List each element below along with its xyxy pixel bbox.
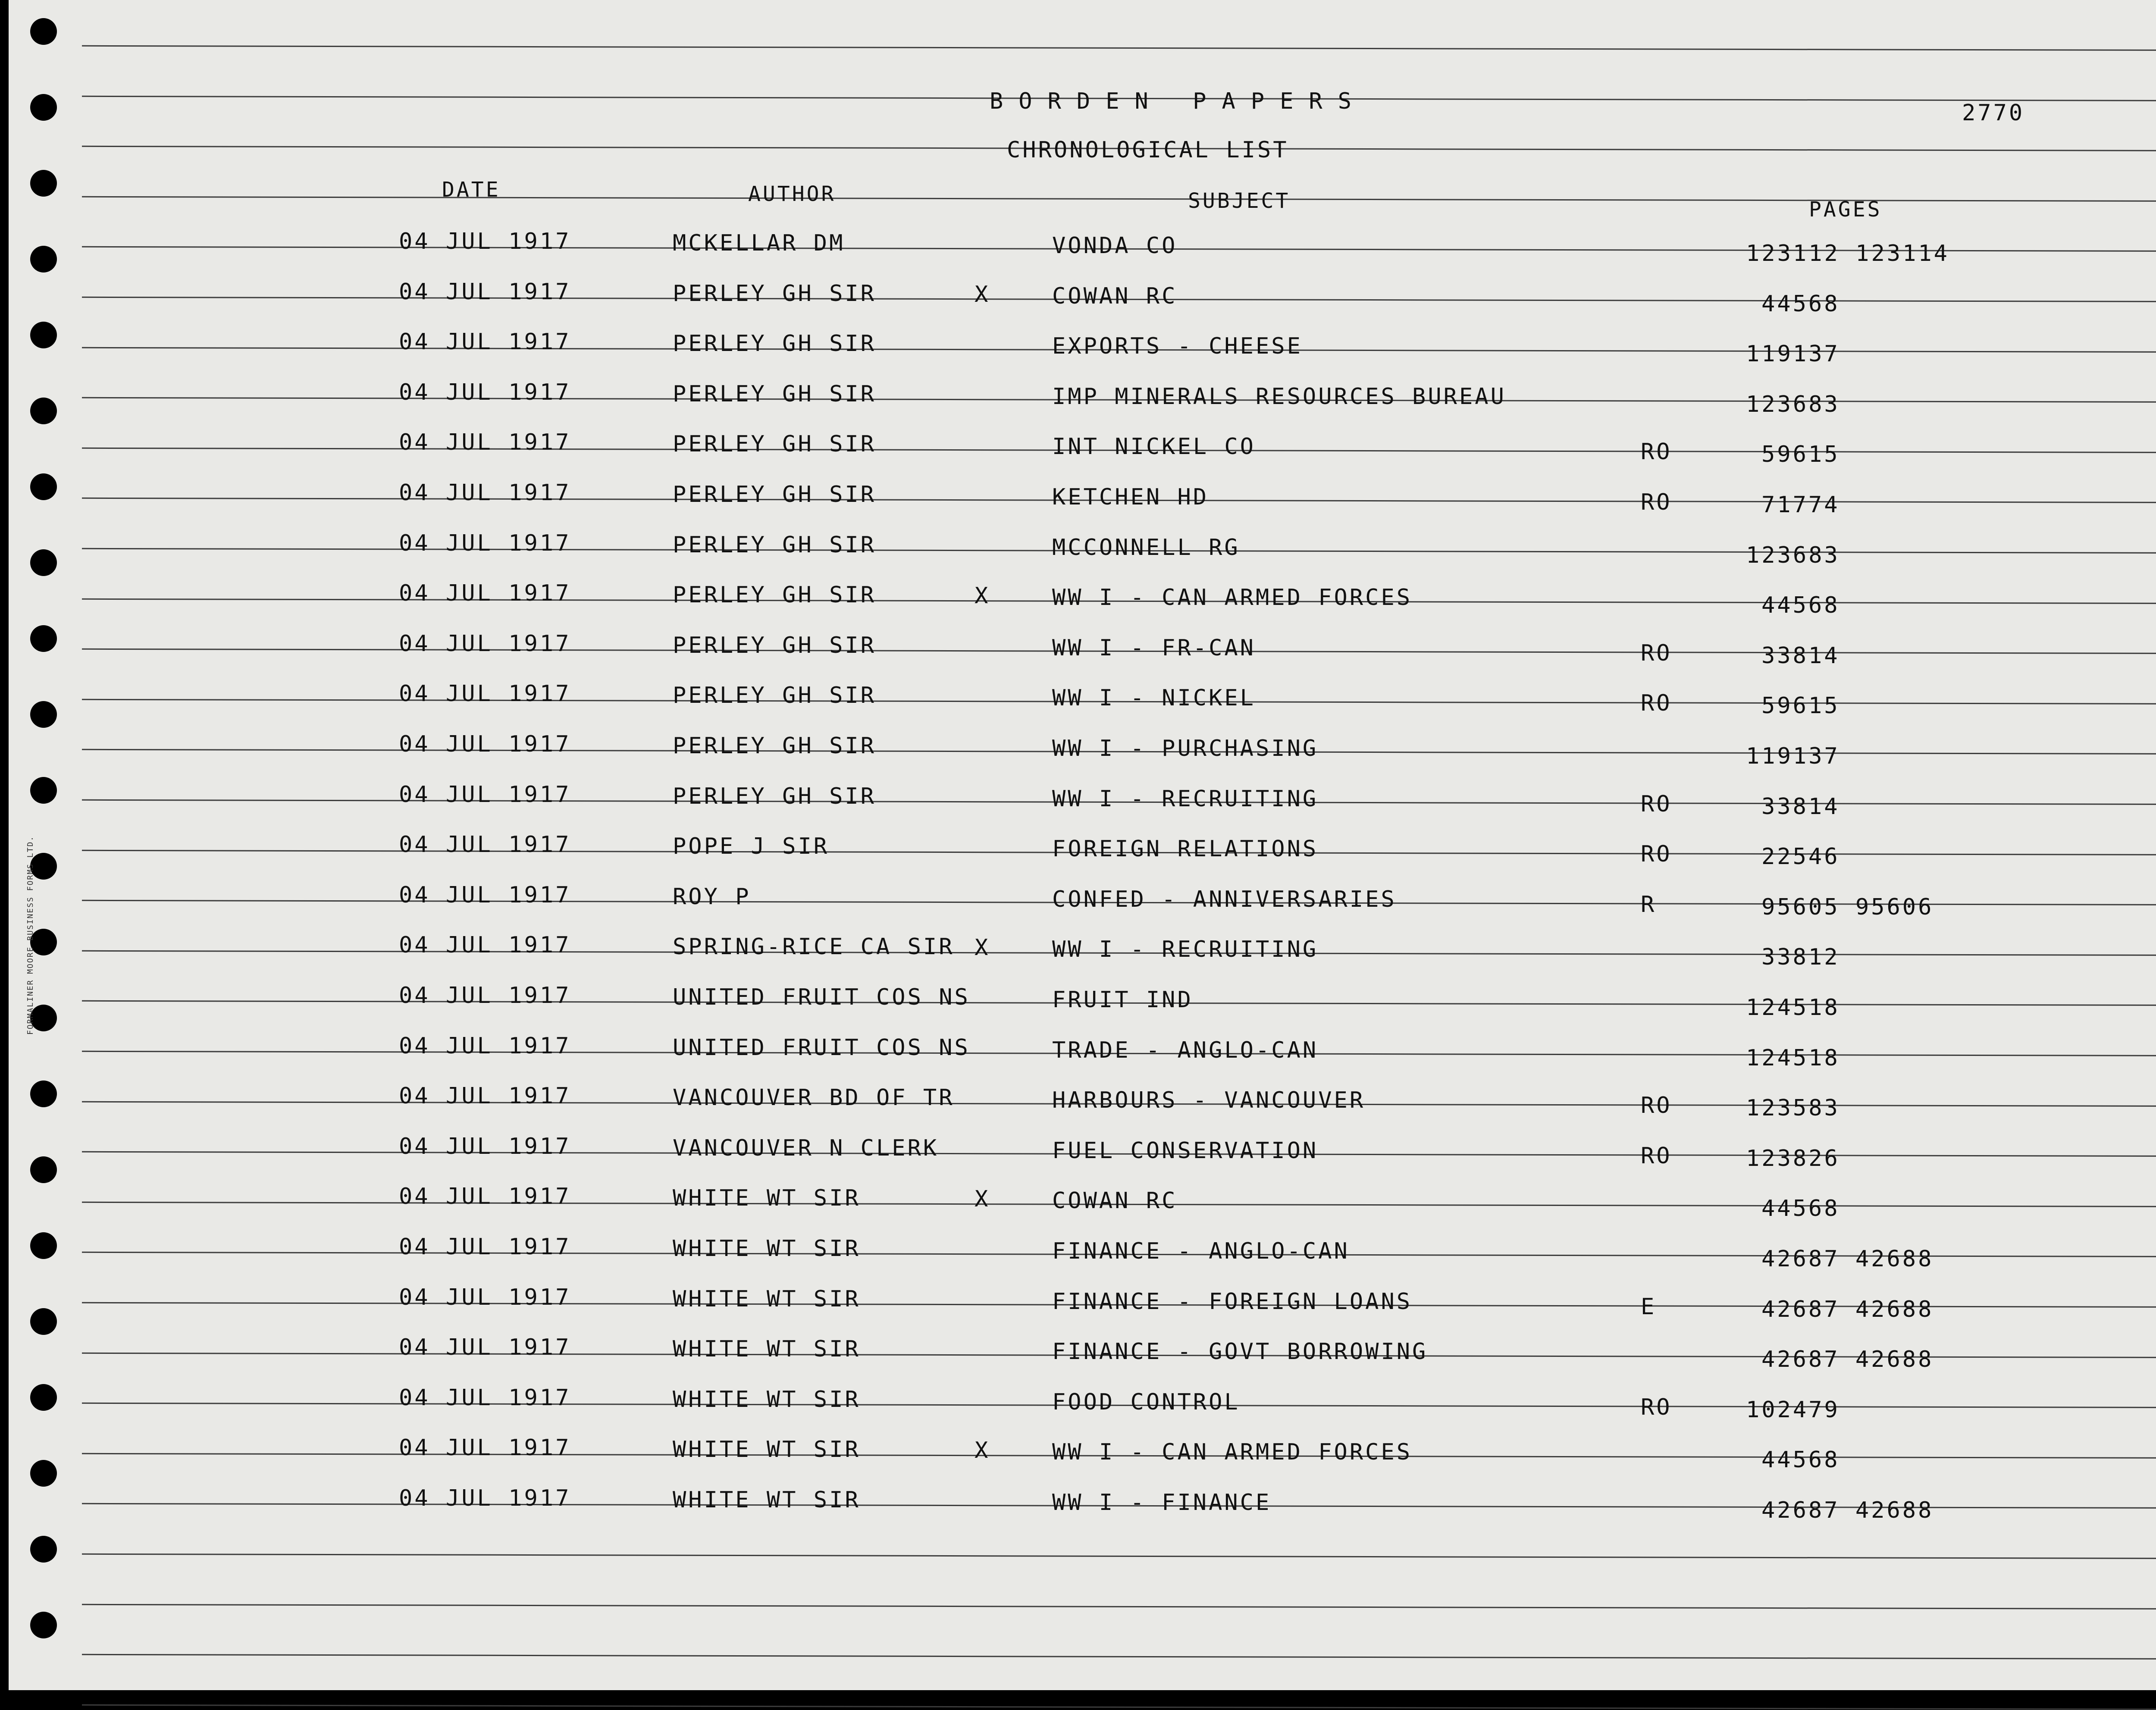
tractor-hole	[30, 777, 57, 804]
row-flag: X	[975, 1438, 990, 1464]
tractor-hole	[30, 322, 57, 348]
row-pages: 123112 123114	[1746, 241, 1949, 266]
row-subject: WW I - RECRUITING	[1052, 936, 1319, 963]
row-pages: 123826	[1746, 1145, 1840, 1171]
row-pages: 44568	[1761, 592, 1840, 619]
row-author: PERLEY GH SIR	[673, 381, 876, 407]
tractor-hole	[30, 1156, 57, 1183]
row-code: RO	[1641, 439, 1672, 465]
row-date: 04 JUL 1917	[399, 1384, 571, 1411]
tractor-hole	[30, 1536, 57, 1563]
row-date: 04 JUL 1917	[399, 781, 571, 808]
row-author: PERLEY GH SIR	[673, 632, 876, 658]
row-date: 04 JUL 1917	[399, 1133, 571, 1159]
row-date: 04 JUL 1917	[399, 1435, 571, 1461]
row-pages: 42687 42688	[1761, 1246, 1934, 1272]
row-subject: WW I - CAN ARMED FORCES	[1052, 585, 1413, 611]
row-date: 04 JUL 1917	[399, 1485, 571, 1511]
row-date: 04 JUL 1917	[399, 329, 571, 355]
row-flag: X	[975, 583, 990, 609]
ruled-line	[82, 45, 2156, 51]
row-author: WHITE WT SIR	[673, 1386, 861, 1412]
row-date: 04 JUL 1917	[399, 530, 571, 556]
row-author: VANCOUVER BD OF TR	[673, 1085, 955, 1111]
tractor-hole	[30, 170, 57, 197]
row-date: 04 JUL 1917	[399, 379, 571, 405]
row-author: MCKELLAR DM	[673, 230, 845, 256]
row-flag: X	[975, 935, 990, 961]
row-date: 04 JUL 1917	[399, 1234, 571, 1260]
column-header-author: AUTHOR	[748, 182, 836, 206]
row-subject: COWAN RC	[1052, 283, 1178, 309]
row-date: 04 JUL 1917	[399, 1334, 571, 1361]
row-author: PERLEY GH SIR	[673, 582, 876, 608]
row-subject: FUEL CONSERVATION	[1052, 1137, 1319, 1164]
row-pages: 22546	[1761, 844, 1840, 870]
column-header-subject: SUBJECT	[1188, 189, 1291, 213]
row-pages: 123683	[1746, 542, 1840, 568]
row-subject: FOOD CONTROL	[1052, 1389, 1240, 1415]
row-flag: X	[975, 1186, 990, 1212]
tractor-hole	[30, 549, 57, 576]
row-subject: IMP MINERALS RESOURCES BUREAU	[1052, 383, 1506, 410]
document-subtitle: CHRONOLOGICAL LIST	[1007, 137, 1289, 163]
row-subject: FINANCE - FOREIGN LOANS	[1052, 1288, 1413, 1315]
printer-imprint: FORMALINER MOORE BUSINESS FORMS LTD.	[26, 835, 35, 1035]
row-subject: TRADE - ANGLO-CAN	[1052, 1037, 1319, 1063]
row-pages: 124518	[1746, 1045, 1840, 1071]
row-pages: 59615	[1761, 442, 1840, 468]
row-author: WHITE WT SIR	[673, 1185, 861, 1212]
row-date: 04 JUL 1917	[399, 882, 571, 908]
row-date: 04 JUL 1917	[399, 229, 571, 254]
tractor-hole	[30, 94, 57, 121]
row-subject: WW I - FINANCE	[1052, 1490, 1272, 1516]
tractor-hole	[30, 1612, 57, 1638]
row-subject: FRUIT IND	[1052, 987, 1193, 1013]
row-date: 04 JUL 1917	[399, 1083, 571, 1109]
row-pages: 42687 42688	[1761, 1347, 1934, 1373]
row-subject: COWAN RC	[1052, 1188, 1178, 1214]
row-flag: X	[975, 281, 990, 307]
row-subject: INT NICKEL CO	[1052, 434, 1256, 460]
row-subject: KETCHEN HD	[1052, 484, 1209, 510]
row-date: 04 JUL 1917	[399, 932, 571, 958]
row-author: PERLEY GH SIR	[673, 431, 876, 457]
row-subject: WW I - NICKEL	[1052, 685, 1256, 711]
row-code: RO	[1641, 489, 1672, 515]
row-pages: 33814	[1761, 642, 1840, 669]
row-subject: EXPORTS - CHEESE	[1052, 333, 1303, 360]
row-author: UNITED FRUIT COS NS	[673, 984, 970, 1010]
row-author: WHITE WT SIR	[673, 1236, 861, 1262]
row-subject: HARBOURS - VANCOUVER	[1052, 1087, 1366, 1114]
row-pages: 42687 42688	[1761, 1296, 1934, 1322]
tractor-hole	[30, 1460, 57, 1487]
row-date: 04 JUL 1917	[399, 429, 571, 456]
row-subject: FINANCE - ANGLO-CAN	[1052, 1238, 1350, 1264]
row-pages: 44568	[1761, 1447, 1840, 1473]
row-subject: WW I - RECRUITING	[1052, 786, 1319, 812]
row-date: 04 JUL 1917	[399, 279, 571, 305]
row-pages: 44568	[1761, 1196, 1840, 1222]
row-author: PERLEY GH SIR	[673, 331, 876, 357]
page-number: 2770	[1962, 100, 2025, 126]
tractor-hole	[30, 246, 57, 272]
row-subject: CONFED - ANNIVERSARIES	[1052, 886, 1397, 912]
row-author: WHITE WT SIR	[673, 1487, 861, 1513]
row-pages: 119137	[1746, 341, 1840, 367]
row-date: 04 JUL 1917	[399, 630, 571, 657]
row-date: 04 JUL 1917	[399, 1033, 571, 1059]
row-author: UNITED FRUIT COS NS	[673, 1034, 970, 1061]
row-author: PERLEY GH SIR	[673, 482, 876, 507]
tractor-hole	[30, 701, 57, 728]
row-pages: 123583	[1746, 1095, 1840, 1121]
row-pages: 44568	[1761, 291, 1840, 317]
row-code: RO	[1641, 640, 1672, 666]
row-subject: MCCONNELL RG	[1052, 534, 1240, 561]
row-subject: VONDA CO	[1052, 233, 1178, 259]
row-subject: WW I - PURCHASING	[1052, 736, 1319, 761]
row-code: RO	[1641, 841, 1672, 868]
row-pages: 59615	[1761, 693, 1840, 719]
row-code: RO	[1641, 1093, 1672, 1119]
tractor-hole	[30, 1384, 57, 1411]
row-pages: 119137	[1746, 743, 1840, 769]
column-header-pages: PAGES	[1809, 197, 1882, 222]
row-code: RO	[1641, 1143, 1672, 1169]
row-author: POPE J SIR	[673, 833, 830, 860]
document-sheet	[9, 0, 2156, 1690]
tractor-hole	[30, 1308, 57, 1335]
tractor-hole	[30, 625, 57, 652]
row-date: 04 JUL 1917	[399, 1184, 571, 1210]
row-code: R	[1641, 891, 1657, 918]
row-pages: 71774	[1761, 492, 1840, 518]
row-author: PERLEY GH SIR	[673, 280, 876, 307]
row-date: 04 JUL 1917	[399, 1284, 571, 1310]
row-date: 04 JUL 1917	[399, 681, 571, 707]
ruled-line	[82, 1704, 2156, 1710]
row-author: WHITE WT SIR	[673, 1286, 861, 1312]
row-author: WHITE WT SIR	[673, 1437, 861, 1463]
row-pages: 42687 42688	[1761, 1497, 1934, 1523]
tractor-hole	[30, 18, 57, 45]
row-pages: 95605 95606	[1761, 894, 1934, 920]
column-header-date: DATE	[442, 178, 501, 202]
row-date: 04 JUL 1917	[399, 580, 571, 607]
row-pages: 124518	[1746, 995, 1840, 1021]
row-pages: 123683	[1746, 391, 1840, 417]
document-title: BORDEN PAPERS	[990, 88, 1367, 114]
row-subject: WW I - FR-CAN	[1052, 635, 1256, 661]
row-author: PERLEY GH SIR	[673, 783, 876, 809]
row-date: 04 JUL 1917	[399, 983, 571, 1008]
ruled-line	[82, 1553, 2156, 1559]
row-author: ROY P	[673, 883, 751, 910]
ruled-line	[82, 1604, 2156, 1609]
row-author: PERLEY GH SIR	[673, 532, 876, 558]
tractor-hole	[30, 473, 57, 500]
row-pages: 33812	[1761, 944, 1840, 971]
row-code: E	[1641, 1293, 1657, 1320]
row-code: RO	[1641, 791, 1672, 817]
row-author: PERLEY GH SIR	[673, 733, 876, 759]
row-author: SPRING-RICE CA SIR	[673, 934, 955, 960]
tractor-hole	[30, 1232, 57, 1259]
row-code: RO	[1641, 1394, 1672, 1420]
tractor-hole	[30, 398, 57, 424]
row-subject: WW I - CAN ARMED FORCES	[1052, 1439, 1413, 1466]
row-date: 04 JUL 1917	[399, 731, 571, 757]
row-date: 04 JUL 1917	[399, 480, 571, 506]
tractor-hole	[30, 1080, 57, 1107]
row-subject: FOREIGN RELATIONS	[1052, 836, 1319, 862]
row-author: WHITE WT SIR	[673, 1336, 861, 1362]
ruled-line	[82, 1654, 2156, 1660]
row-author: VANCOUVER N CLERK	[673, 1135, 939, 1161]
row-pages: 102479	[1746, 1397, 1840, 1423]
row-code: RO	[1641, 690, 1672, 717]
row-author: PERLEY GH SIR	[673, 683, 876, 709]
row-subject: FINANCE - GOVT BORROWING	[1052, 1339, 1428, 1365]
row-pages: 33814	[1761, 793, 1840, 820]
row-date: 04 JUL 1917	[399, 832, 571, 858]
